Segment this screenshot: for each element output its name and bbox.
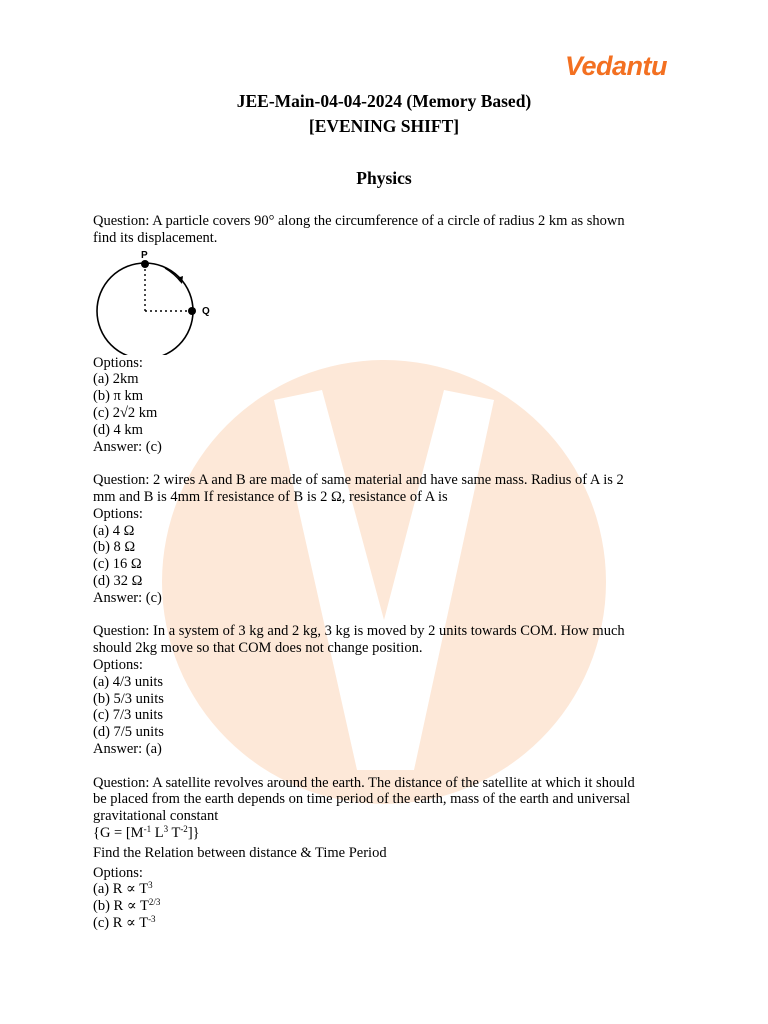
- options-label: Options:: [93, 864, 143, 881]
- answer: Answer: (a): [93, 740, 162, 757]
- question-3-text: Question: In a system of 3 kg and 2 kg, 3 kg is moved by 2 units towards COM. How much: [93, 623, 625, 640]
- point-q-label: Q: [202, 305, 210, 317]
- question-4-text: Question: A satellite revolves around the earth. The distance of the satellite at which it should: [93, 774, 635, 791]
- vedantu-logo: Vedantu: [565, 51, 668, 81]
- option-a: (a) 4 Ω: [93, 522, 135, 539]
- option-b: (b) 5/3 units: [93, 690, 164, 707]
- question-4-text: gravitational constant: [93, 808, 219, 825]
- option-c: (c) 2√2 km: [93, 404, 158, 421]
- option-a: (a) 2km: [93, 371, 139, 388]
- option-b: (b) 8 Ω: [93, 539, 136, 556]
- question-4-text: be placed from the earth depends on time period of the earth, mass of the earth and universal: [93, 791, 631, 808]
- option-c: (c) 16 Ω: [93, 556, 142, 573]
- question-1-text: find its displacement.: [93, 229, 218, 246]
- question-3-text: should 2kg move so that COM does not change position.: [93, 640, 423, 657]
- option-d: (d) 4 km: [93, 421, 143, 438]
- option-a: (a) $R \propto T^3$: [93, 880, 153, 898]
- option-b: (b) π km: [93, 388, 144, 405]
- option-d: (d) 7/5 units: [93, 724, 164, 741]
- question-1-text: Question: A particle covers 90° along the circumference of a circle of radius 2 km as shown: [93, 213, 625, 229]
- shift-title: [EVENING SHIFT]: [308, 116, 460, 136]
- point-p-label: P: [141, 249, 148, 261]
- question-2-text: mm and B is 4mm If resistance of B is 2 Ω, resistance of A is: [93, 488, 448, 505]
- options-label: Options:: [93, 354, 143, 371]
- option-c: (c) 7/3 units: [93, 707, 164, 724]
- circle-diagram: [93, 247, 683, 355]
- option-d: (d) 32 Ω: [93, 572, 143, 589]
- subject-title: Physics: [356, 168, 412, 188]
- gravitational-constant-dimension: {$G = [M^{-1}$ $L^3$ $T^{-2}$]}: [93, 823, 200, 841]
- option-c: (c) $R \propto T^{-3}$: [93, 913, 156, 931]
- answer: Answer: (c): [93, 438, 162, 455]
- options-label: Options:: [93, 656, 143, 673]
- option-b: (b) $R \propto T^{2/3}$: [93, 897, 161, 915]
- answer: Answer: (c): [93, 589, 162, 606]
- question-4-find: Find the Relation between distance & Time Period: [93, 844, 387, 861]
- questions: [93, 213, 683, 932]
- option-a: (a) 4/3 units: [93, 673, 164, 690]
- options-label: Options:: [93, 505, 143, 522]
- exam-title: JEE-Main-04-04-2024 (Memory Based): [236, 91, 532, 111]
- question-2-text: Question: 2 wires A and B are made of same material and have same mass. Radius of A is 2: [93, 472, 624, 489]
